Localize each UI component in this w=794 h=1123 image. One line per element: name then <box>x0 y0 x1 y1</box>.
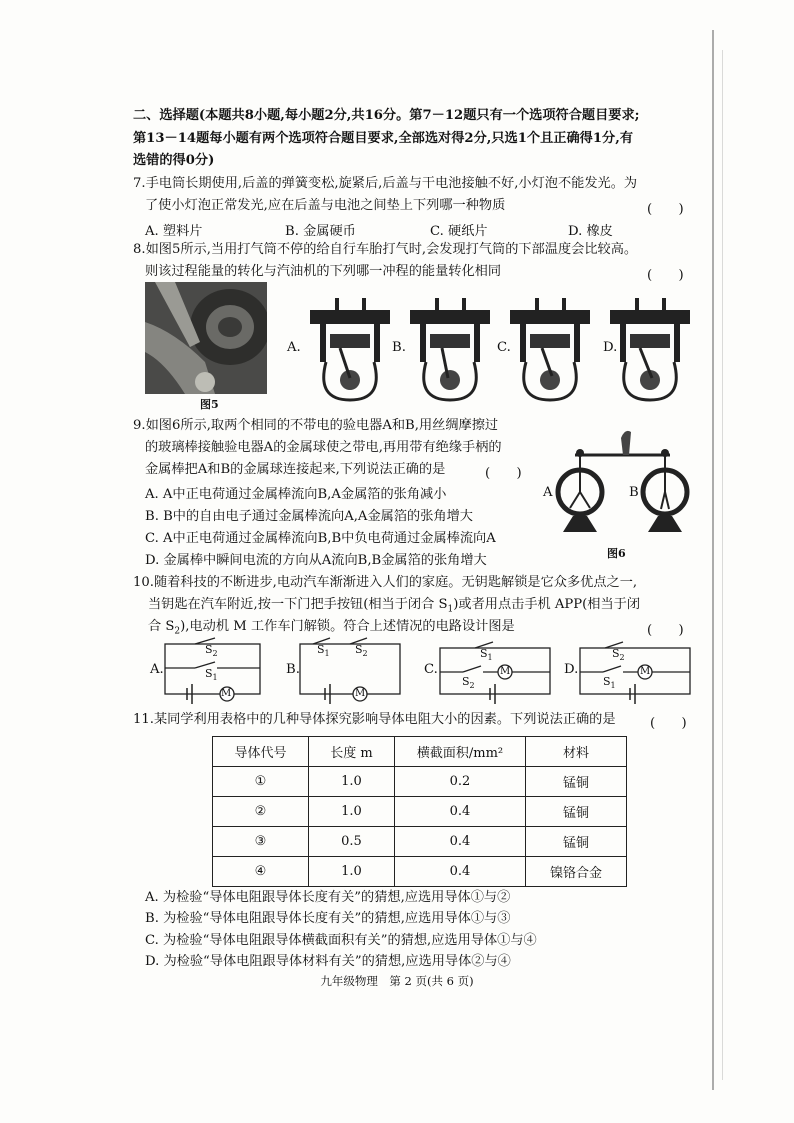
table-row <box>213 767 627 797</box>
circuit-d-s1-label: $S_1$ <box>603 675 616 691</box>
table-cell: 0.4 <box>395 827 526 857</box>
table-cell: ① <box>213 767 309 797</box>
circuit-b <box>300 638 400 704</box>
q11-option-a: A. 为检验“导体电阻跟导体长度有关”的猜想,应选用导体①与② <box>145 890 511 905</box>
q11-option-d: D. 为检验“导体电阻跟导体材料有关”的猜想,应选用导体②与④ <box>145 954 511 969</box>
table-cell: 锰铜 <box>526 767 627 797</box>
table-cell: 锰铜 <box>526 827 627 857</box>
table-header-cell: 导体代号 <box>213 737 309 767</box>
circuit-c-motor-label: M <box>500 666 511 677</box>
q7-option-a: A. 塑料片 <box>145 224 203 239</box>
q9-option-c: C. A中正电荷通过金属棒流向B,B中负电荷通过金属棒流向A <box>145 531 496 546</box>
q7-option-c: C. 硬纸片 <box>430 224 488 239</box>
engine-b <box>410 298 490 400</box>
circuit-a-motor-label: M <box>221 688 232 699</box>
table-header-cell: 横截面积/mm² <box>395 737 526 767</box>
table-cell: ④ <box>213 857 309 887</box>
q9-option-a: A. A中正电荷通过金属棒流向B,A金属箔的张角减小 <box>145 487 447 502</box>
table-cell: 0.4 <box>395 857 526 887</box>
circuit-label-c: C. <box>424 662 438 677</box>
q9-answer-paren: ( ) <box>485 466 522 481</box>
q9-line3: 金属棒把A和B的金属球连接起来,下列说法正确的是 <box>145 462 446 477</box>
q9-line1: 9.如图6所示,取两个相同的不带电的验电器A和B,用丝绸摩擦过 <box>133 418 499 433</box>
table-row <box>213 857 627 887</box>
q10-line1: 10.随着科技的不断进步,电动汽车渐渐进入人们的家庭。无钥匙解锁是它众多优点之一, <box>133 575 638 590</box>
section-header-line3: 选错的得0分) <box>133 153 215 168</box>
q7-option-b: B. 金属硬币 <box>285 224 356 239</box>
table-cell: 1.0 <box>309 797 395 827</box>
table-cell: 0.2 <box>395 767 526 797</box>
table-header-cell: 材料 <box>526 737 627 767</box>
section-header-line1: 二、选择题(本题共8小题,每小题2分,共16分。第7－12题只有一个选项符合题目要求; <box>133 108 640 123</box>
table-cell: ③ <box>213 827 309 857</box>
engine-strokes-figure <box>280 290 700 410</box>
q7-option-d: D. 橡皮 <box>568 224 613 239</box>
engine-a <box>310 298 390 400</box>
q7-line1: 7.手电筒长期使用,后盖的弹簧变松,旋紧后,后盖与干电池接触不好,小灯泡不能发光。为 <box>133 176 638 191</box>
circuit-b-s1-label: $S_1$ <box>317 643 330 659</box>
table-cell: 0.4 <box>395 797 526 827</box>
circuit-b-s2-label: $S_2$ <box>355 643 368 659</box>
q8-line2: 则该过程能量的转化与汽油机的下列哪一冲程的能量转化相同 <box>145 264 502 279</box>
q7-line2: 了使小灯泡正常发光,应在后盖与电池之间垫上下列哪一种物质 <box>145 198 506 213</box>
table-cell: 0.5 <box>309 827 395 857</box>
engine-label-c: C. <box>497 340 511 355</box>
circuit-c-s1-label: $S_1$ <box>480 647 493 663</box>
table-row <box>213 797 627 827</box>
bike-pump-photo <box>145 282 267 394</box>
table-cell: 1.0 <box>309 857 395 887</box>
engine-label-d: D. <box>603 340 618 355</box>
table-cell: 锰铜 <box>526 797 627 827</box>
engine-label-b: B. <box>392 340 406 355</box>
q9-option-b: B. B中的自由电子通过金属棒流向A,A金属箔的张角增大 <box>145 509 473 524</box>
q10-answer-paren: ( ) <box>647 623 684 638</box>
circuit-label-a: A. <box>150 662 164 677</box>
q8-answer-paren: ( ) <box>647 268 684 283</box>
engine-d <box>610 298 690 400</box>
q9-line2: 的玻璃棒接触验电器A的金属球使之带电,再用带有绝缘手柄的 <box>145 440 502 455</box>
q11-line1: 11.某同学利用表格中的几种导体探究影响导体电阻大小的因素。下列说法正确的是 <box>133 712 616 727</box>
q11-option-b: B. 为检验“导体电阻跟导体长度有关”的猜想,应选用导体①与③ <box>145 911 511 926</box>
electroscope-label-b: B <box>629 485 639 500</box>
table-header-row <box>213 737 627 767</box>
q10-line3: 合 $S_2$),电动机 M 工作车门解锁。符合上述情况的电路设计图是 <box>148 619 515 637</box>
figure6-caption: 图6 <box>607 547 626 560</box>
conductor-table <box>212 736 627 887</box>
circuit-b-motor-label: M <box>355 688 366 699</box>
table-row <box>213 827 627 857</box>
table-cell: ② <box>213 797 309 827</box>
section-header-line2: 第13－14题每小题有两个选项符合题目要求,全部选对得2分,只选1个且正确得1分,有 <box>133 131 634 146</box>
figure5-caption: 图5 <box>200 398 219 411</box>
electroscope-label-a: A <box>543 485 553 500</box>
circuit-d-s2-label: $S_2$ <box>612 647 625 663</box>
engine-label-a: A. <box>287 340 301 355</box>
q10-line2: 当钥匙在汽车附近,按一下门把手按钮(相当于闭合 $S_1$)或者用点击手机 APP(相当于闭 <box>148 597 641 615</box>
q9-option-d: D. 金属棒中瞬间电流的方向从A流向B,B金属箔的张角增大 <box>145 553 487 568</box>
circuit-c-s2-label: $S_2$ <box>462 675 475 691</box>
q11-option-c: C. 为检验“导体电阻跟导体横截面积有关”的猜想,应选用导体①与④ <box>145 933 537 948</box>
circuit-label-b: B. <box>286 662 300 677</box>
electroscope-figure <box>545 420 705 550</box>
circuit-a-s1-label: $S_1$ <box>205 667 218 683</box>
circuit-d <box>580 642 690 704</box>
margin-line <box>712 30 714 1090</box>
circuit-c <box>440 642 550 704</box>
q11-answer-paren: ( ) <box>650 716 687 731</box>
circuit-label-d: D. <box>564 662 579 677</box>
q7-answer-paren: ( ) <box>647 202 684 217</box>
page-footer: 九年级物理 第 2 页(共 6 页) <box>320 974 474 988</box>
circuit-a-s2-label: $S_2$ <box>205 643 218 659</box>
q8-line1: 8.如图5所示,当用打气筒不停的给自行车胎打气时,会发现打气筒的下部温度会比较高。 <box>133 242 638 257</box>
margin-line-faint <box>722 50 723 1080</box>
table-header-cell: 长度 m <box>309 737 395 767</box>
table-cell: 1.0 <box>309 767 395 797</box>
engine-c <box>510 298 590 400</box>
circuit-d-motor-label: M <box>640 666 651 677</box>
table-cell: 镍铬合金 <box>526 857 627 887</box>
